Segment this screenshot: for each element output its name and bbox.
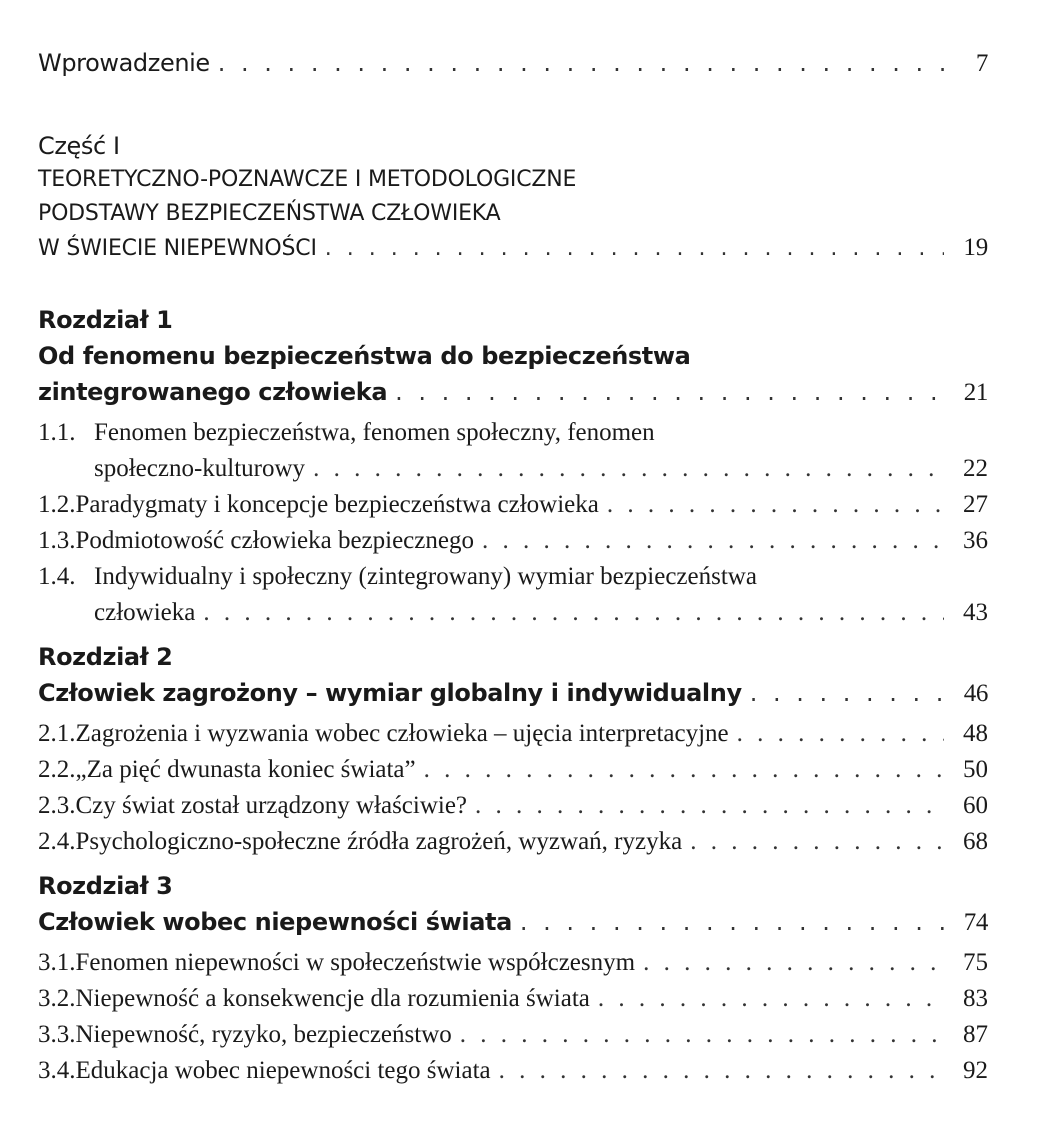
chapter-1 (38, 302, 988, 411)
dot-leader (690, 824, 944, 860)
page-number: 68 (963, 828, 988, 855)
dot-leader (395, 374, 944, 410)
section-title: Fenomen niepewności w społeczeństwie współczesnym (75, 949, 636, 976)
page-number: 7 (975, 50, 988, 77)
section-number: 2.1. (38, 720, 76, 747)
section-1-2 (38, 487, 988, 523)
section-3-4 (38, 1053, 988, 1089)
page-number: 50 (963, 756, 988, 783)
dot-leader (218, 38, 944, 88)
section-1-1-line-2 (38, 451, 988, 487)
section-number: 1.4. (38, 563, 76, 590)
chapter-title-last-line (38, 904, 988, 941)
section-number: 2.3. (38, 792, 76, 819)
section-title: Podmiotowość człowieka bezpiecznego (75, 527, 474, 554)
page-number: 60 (963, 792, 988, 819)
chapter-label: Rozdział 1 (38, 306, 173, 334)
part-title-line: PODSTAWY BEZPIECZEŃSTWA CZŁOWIEKA (38, 201, 501, 226)
section-title: Niepewność a konsekwencje dla rozumienia świata (75, 985, 590, 1012)
section-title: Indywidualny i społeczny (zintegrowany) wymiar bezpieczeństwa (94, 563, 757, 590)
section-title: człowieka (94, 599, 196, 626)
dot-leader (520, 904, 944, 940)
section-3-2 (38, 981, 988, 1017)
part-heading (38, 129, 988, 266)
section-title: Niepewność, ryzyko, bezpieczeństwo (75, 1021, 452, 1048)
chapter-title-line: Od fenomenu bezpieczeństwa do bezpieczeństwa (38, 342, 691, 370)
section-title: Zagrożenia i wyzwania wobec człowieka – ujęcia interpretacyjne (75, 720, 729, 747)
section-number: 1.3. (38, 527, 76, 554)
page-number: 87 (963, 1021, 988, 1048)
entry-title: Wprowadzenie (38, 49, 210, 77)
part-title-last-line (38, 231, 988, 266)
section-title: Paradygmaty i koncepcje bezpieczeństwa człowieka (75, 491, 599, 518)
section-3-1 (38, 945, 988, 981)
entry-title: Człowiek wobec niepewności świata (38, 908, 512, 936)
section-2-4 (38, 824, 988, 860)
section-title: Czy świat został urządzony właściwie? (75, 792, 468, 819)
chapter-3 (38, 868, 988, 941)
dot-leader (313, 451, 944, 487)
chapter-title-last-line (38, 374, 988, 411)
section-title: społeczno-kulturowy (94, 455, 306, 482)
section-number: 3.2. (38, 985, 76, 1012)
section-2-2 (38, 752, 988, 788)
page-number: 83 (963, 985, 988, 1012)
chapter-label: Rozdział 2 (38, 643, 173, 671)
section-2-1 (38, 716, 988, 752)
page-number: 48 (963, 720, 988, 747)
page-number: 21 (963, 379, 988, 406)
section-3-3 (38, 1017, 988, 1053)
dot-leader (460, 1017, 944, 1053)
section-number: 3.4. (38, 1057, 76, 1084)
table-of-contents (38, 38, 988, 1089)
entry-title: zintegrowanego człowieka (38, 378, 388, 406)
entry-title: W ŚWIECIE NIEPEWNOŚCI (38, 236, 317, 261)
section-number: 1.1. (38, 419, 76, 446)
dot-leader (737, 716, 944, 752)
part-title-line: TEORETYCZNO-POZNAWCZE I METODOLOGICZNE (38, 167, 577, 192)
section-number: 2.2. (38, 756, 76, 783)
section-title: Edukacja wobec niepewności tego świata (75, 1057, 491, 1084)
section-1-3 (38, 523, 988, 559)
dot-leader (643, 945, 944, 981)
section-1-4-line-2 (38, 595, 988, 631)
page-number: 43 (963, 599, 988, 626)
page-number: 27 (963, 491, 988, 518)
section-number: 3.1. (38, 949, 76, 976)
chapter-1-sections (38, 415, 988, 631)
dot-leader (475, 788, 944, 824)
toc-entry-introduction (38, 38, 988, 89)
chapter-label: Rozdział 3 (38, 872, 173, 900)
page-number: 36 (963, 527, 988, 554)
chapter-3-sections (38, 945, 988, 1089)
chapter-2-sections (38, 716, 988, 860)
dot-leader (607, 487, 944, 523)
dot-leader (750, 675, 944, 711)
section-number: 2.4. (38, 828, 76, 855)
chapter-title-last-line (38, 675, 988, 712)
dot-leader (203, 595, 944, 631)
page-number: 75 (963, 949, 988, 976)
page-number: 92 (963, 1057, 988, 1084)
section-title: Psychologiczno-społeczne źródła zagrożeń, wyzwań, ryzyka (75, 828, 683, 855)
part-label: Część I (38, 132, 120, 160)
section-1-4-line-1 (38, 559, 988, 595)
section-title: Fenomen bezpieczeństwa, fenomen społeczny, fenomen (94, 419, 655, 446)
dot-leader (424, 752, 944, 788)
page-number: 19 (963, 234, 988, 261)
section-title: „Za pięć dwunasta koniec świata” (75, 756, 416, 783)
page-number: 22 (963, 455, 988, 482)
dot-leader (482, 523, 944, 559)
section-1-1-line-1 (38, 415, 988, 451)
section-number: 3.3. (38, 1021, 76, 1048)
section-number: 1.2. (38, 491, 76, 518)
page-number: 74 (963, 909, 988, 936)
section-2-3 (38, 788, 988, 824)
page-number: 46 (963, 680, 988, 707)
dot-leader (598, 981, 944, 1017)
chapter-2 (38, 639, 988, 712)
dot-leader (499, 1053, 944, 1089)
entry-title: Człowiek zagrożony – wymiar globalny i indywidualny (38, 679, 742, 707)
dot-leader (325, 232, 944, 266)
